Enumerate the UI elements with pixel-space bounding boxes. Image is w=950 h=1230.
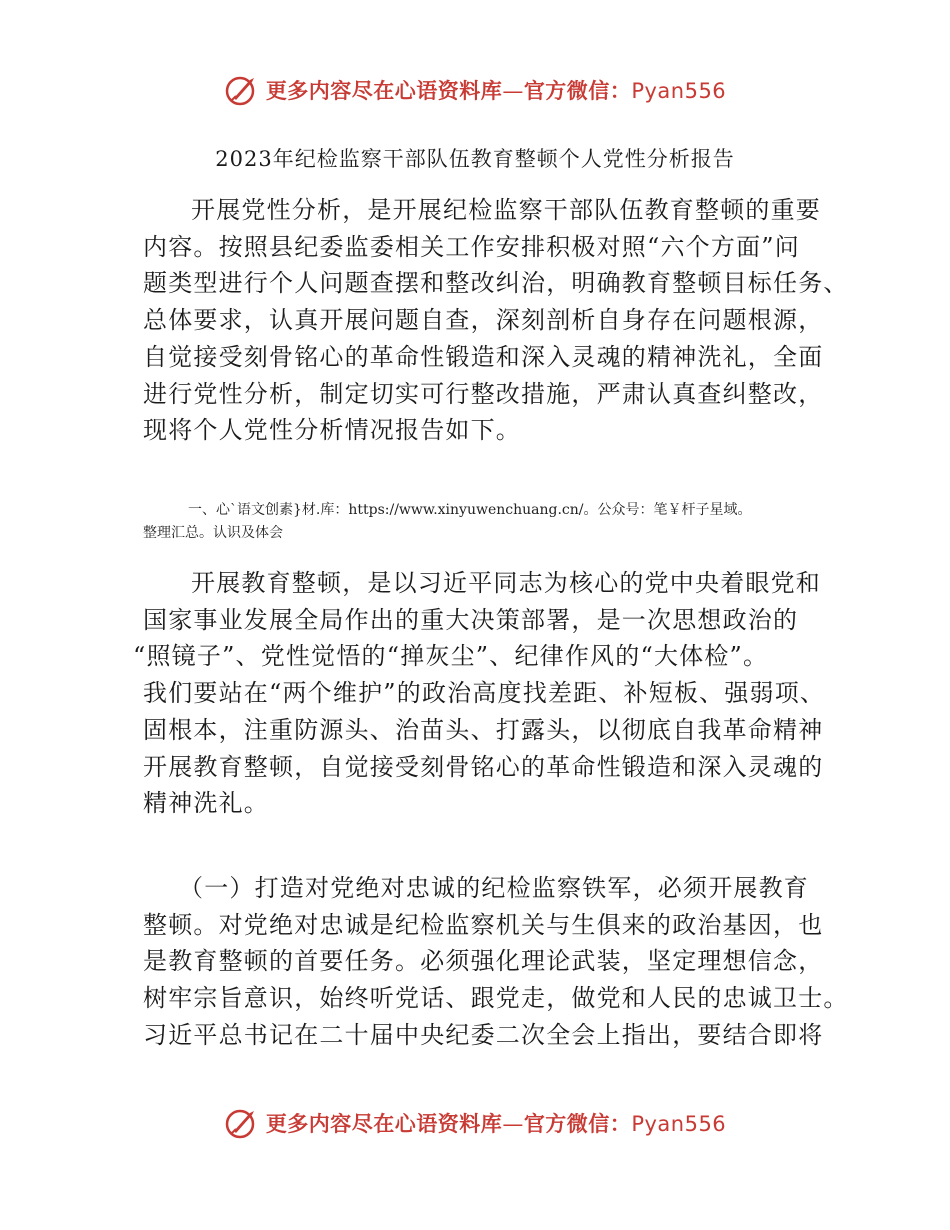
watermark-banner-top <box>0 70 950 110</box>
note-line: 一、心`语文创素}材.库：https://www.xinyuwenchuang.cn/。公众号：笔￥杆子星域。 <box>188 502 752 518</box>
text-line: 国家事业发展全局作出的重大决策部署，是一次思想政治的 <box>143 605 799 634</box>
paragraph-education <box>133 565 826 822</box>
text-line: 树牢宗旨意识，始终听党话、跟党走，做党和人民的忠诚卫士。 <box>143 984 849 1013</box>
text-line: “照镜子”、党性觉悟的“掸灰尘”、纪律作风的“大体检”。 <box>133 642 769 671</box>
quill-pen-logo-icon <box>224 72 260 108</box>
text-line: 精神洗礼。 <box>143 789 269 818</box>
section-heading-note <box>143 499 823 545</box>
text-line: 开展党性分析，是开展纪检监察干部队伍教育整顿的重要 <box>191 196 821 224</box>
paragraph-intro <box>143 192 849 449</box>
document-title: 2023年纪检监察干部队伍教育整顿个人党性分析报告 <box>215 147 735 171</box>
text-line: 自觉接受刻骨铭心的革命性锻造和深入灵魂的精神洗礼，全面 <box>143 342 824 371</box>
text-line: 我们要站在“两个维护”的政治高度找差距、补短板、强弱项、 <box>143 679 826 708</box>
watermark-text: 更多内容尽在心语资料库—官方微信：Pyan556 <box>265 1112 727 1136</box>
note-line: 整理汇总。认识及体会 <box>143 525 283 541</box>
watermark-banner-bottom <box>0 1103 950 1143</box>
text-line: 开展教育整顿，自觉接受刻骨铭心的革命性锻造和深入灵魂的 <box>143 752 824 781</box>
text-line: 是教育整顿的首要任务。必须强化理论武装，坚定理想信念， <box>143 947 824 976</box>
watermark-text: 更多内容尽在心语资料库—官方微信：Pyan556 <box>265 79 727 103</box>
text-line: 内容。按照县纪委监委相关工作安排积极对照“六个方面”问 <box>143 232 800 261</box>
text-line: （一）打造对党绝对忠诚的纪检监察铁军，必须开展教育 <box>179 874 809 902</box>
quill-pen-logo-icon <box>224 1105 260 1141</box>
text-line: 现将个人党性分析情况报告如下。 <box>143 416 521 445</box>
text-line: 总体要求，认真开展问题自查，深刻剖析自身存在问题根源， <box>143 306 824 335</box>
text-line: 进行党性分析，制定切实可行整改措施，严肃认真查纠整改， <box>143 379 824 408</box>
text-line: 开展教育整顿，是以习近平同志为核心的党中央着眼党和 <box>191 569 821 597</box>
text-line: 习近平总书记在二十届中央纪委二次全会上指出，要结合即将 <box>143 1020 824 1049</box>
text-line: 整顿。对党绝对忠诚是纪检监察机关与生俱来的政治基因，也 <box>143 910 824 939</box>
text-line: 题类型进行个人问题查摆和整改纠治，明确教育整顿目标任务、 <box>143 269 849 298</box>
paragraph-section-one <box>143 870 849 1054</box>
text-line: 固根本，注重防源头、治苗头、打露头，以彻底自我革命精神 <box>143 715 824 744</box>
